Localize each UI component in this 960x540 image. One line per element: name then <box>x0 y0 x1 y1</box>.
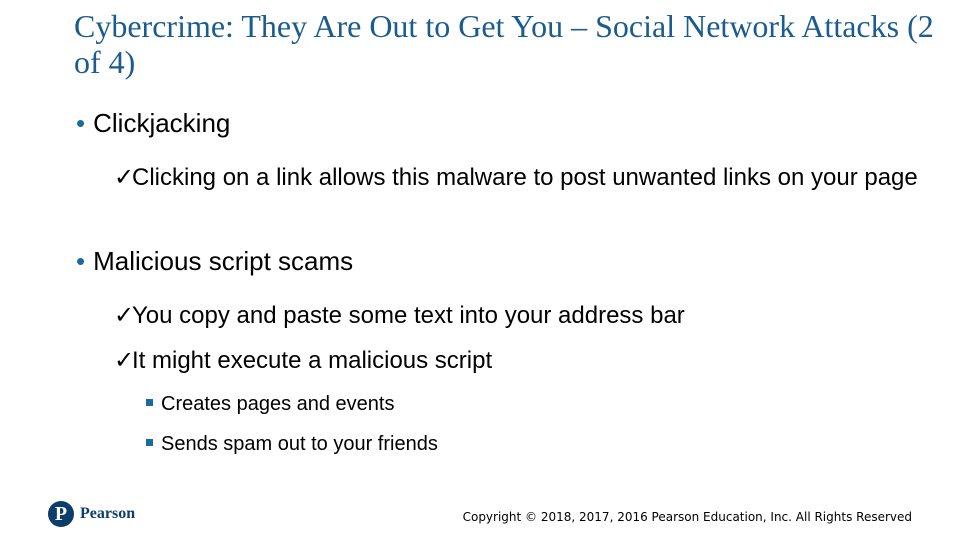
pearson-logo-icon: P <box>48 501 74 527</box>
checkmark-icon: ✓ <box>114 302 135 329</box>
bullet-text: Malicious script scams <box>93 246 354 276</box>
copyright-notice: Copyright © 2018, 2017, 2016 Pearson Education, Inc. All Rights Reserved <box>462 510 912 524</box>
bullet-dot-icon: • <box>76 246 86 276</box>
subbullet-execute-script <box>114 344 922 378</box>
subsubbullet-text: Sends spam out to your friends <box>161 433 438 455</box>
bullet-dot-icon: • <box>76 108 86 138</box>
subsubbullet-creates-pages <box>146 392 395 416</box>
subsubbullet-sends-spam <box>146 432 438 456</box>
checkmark-icon: ✓ <box>114 164 135 191</box>
square-bullet-icon <box>146 439 153 446</box>
subbullet-text: It might execute a malicious script <box>132 347 493 374</box>
bullet-clickjacking <box>76 108 230 138</box>
subbullet-copy-paste <box>114 299 922 333</box>
subbullet-text: Clicking on a link allows this malware to post unwanted links on your page <box>132 164 918 191</box>
square-bullet-icon <box>146 399 153 406</box>
pearson-logo-text: Pearson <box>80 505 136 522</box>
subsubbullet-text: Creates pages and events <box>161 393 395 415</box>
slide-title: Cybercrime: They Are Out to Get You – Social Network Attacks (2 of 4) <box>74 8 934 80</box>
pearson-logo <box>48 500 135 528</box>
bullet-text: Clickjacking <box>93 108 231 138</box>
subbullet-clicking-link <box>114 161 922 195</box>
bullet-malicious-script-scams <box>76 246 353 276</box>
subbullet-text: You copy and paste some text into your address bar <box>132 302 685 329</box>
checkmark-icon: ✓ <box>114 347 135 374</box>
